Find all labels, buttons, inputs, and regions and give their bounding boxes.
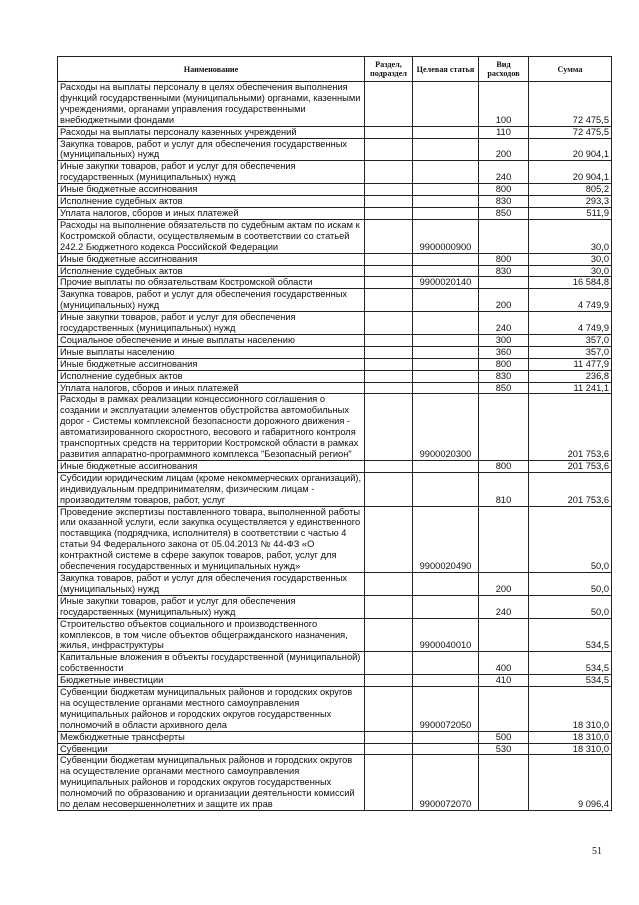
cell-name: Иные бюджетные ассигнования (58, 253, 365, 265)
table-row (58, 277, 612, 289)
cell-sum: 16 584,8 (529, 277, 612, 289)
cell-sum: 534,5 (529, 652, 612, 675)
cell-section (365, 370, 413, 382)
cell-section (365, 265, 413, 277)
cell-type: 100 (479, 82, 529, 127)
cell-name: Проведение экспертизы поставленного товара, выполненной работы или оказанной услуги, если закупка осуществляется у единственного поставщика (подрядчика, исполнителя) в соответствии с частью 4 статьи 94 Федерального закона от 05.04.2013 № 44-ФЗ «О контрактной системе в сфере закупок товаров, работ, услуг для обеспечения государственных и муниципальных нужд» (58, 506, 365, 572)
cell-sum: 201 753,6 (529, 394, 612, 460)
cell-name: Исполнение судебных актов (58, 196, 365, 208)
cell-type: 240 (479, 312, 529, 335)
table-row (58, 370, 612, 382)
cell-section (365, 334, 413, 346)
cell-name: Иные бюджетные ассигнования (58, 460, 365, 472)
cell-sum: 50,0 (529, 506, 612, 572)
cell-section (365, 382, 413, 394)
cell-name: Капитальные вложения в объекты государственной (муниципальной) собственности (58, 652, 365, 675)
table-row (58, 253, 612, 265)
cell-section (365, 219, 413, 253)
table-row (58, 207, 612, 219)
table-row (58, 618, 612, 652)
cell-name: Иные закупки товаров, работ и услуг для обеспечения государственных (муниципальных) нужд (58, 161, 365, 184)
cell-sum: 11 241,1 (529, 382, 612, 394)
cell-sum: 18 310,0 (529, 687, 612, 732)
cell-type: 810 (479, 472, 529, 506)
cell-name: Субсидии юридическим лицам (кроме некоммерческих организаций), индивидуальным предпринимателям, физическим лицам - производителям товаров, работ, услуг (58, 472, 365, 506)
cell-name: Иные закупки товаров, работ и услуг для обеспечения государственных (муниципальных) нужд (58, 312, 365, 335)
cell-section (365, 289, 413, 312)
cell-name: Расходы в рамках реализации концессионного соглашения о создании и эксплуатации элементов обустройства автомобильных дорог - Системы комплексной безопасности дорожного движения - автоматизированного скоростного, весового и габаритного контроля транспортных средств на территории Костромской области в рамках развития аппаратно-программного комплекса "Безопасный регион" (58, 394, 365, 460)
table-row (58, 472, 612, 506)
cell-type: 800 (479, 358, 529, 370)
cell-sum: 511,9 (529, 207, 612, 219)
cell-sum: 357,0 (529, 334, 612, 346)
table-row (58, 394, 612, 460)
cell-target: 9900072070 (413, 755, 479, 811)
cell-type: 830 (479, 196, 529, 208)
cell-type: 200 (479, 572, 529, 595)
table-row (58, 184, 612, 196)
cell-sum: 11 477,9 (529, 358, 612, 370)
cell-target (413, 731, 479, 743)
cell-target (413, 334, 479, 346)
cell-type: 410 (479, 675, 529, 687)
cell-sum: 50,0 (529, 595, 612, 618)
cell-type (479, 394, 529, 460)
cell-section (365, 394, 413, 460)
cell-target: 9900020490 (413, 506, 479, 572)
cell-target (413, 382, 479, 394)
table-row (58, 506, 612, 572)
cell-type: 240 (479, 595, 529, 618)
cell-section (365, 196, 413, 208)
cell-target (413, 207, 479, 219)
table-row (58, 138, 612, 161)
cell-target: 9900020140 (413, 277, 479, 289)
cell-sum: 4 749,9 (529, 289, 612, 312)
cell-name: Иные бюджетные ассигнования (58, 184, 365, 196)
cell-sum: 201 753,6 (529, 460, 612, 472)
cell-target (413, 289, 479, 312)
cell-type: 400 (479, 652, 529, 675)
cell-name: Закупка товаров, работ и услуг для обеспечения государственных (муниципальных) нужд (58, 289, 365, 312)
cell-section (365, 82, 413, 127)
header-section: Раздел, подраздел (365, 57, 413, 82)
table-row (58, 196, 612, 208)
header-target: Целевая статья (413, 57, 479, 82)
cell-target (413, 652, 479, 675)
cell-section (365, 207, 413, 219)
table-row (58, 265, 612, 277)
table-row (58, 572, 612, 595)
budget-table (57, 56, 612, 811)
cell-sum: 18 310,0 (529, 743, 612, 755)
cell-target (413, 743, 479, 755)
cell-target (413, 358, 479, 370)
cell-type: 850 (479, 382, 529, 394)
table-row (58, 289, 612, 312)
table-row (58, 334, 612, 346)
cell-type (479, 219, 529, 253)
table-row (58, 743, 612, 755)
table-body (58, 82, 612, 811)
page-number: 51 (592, 846, 602, 857)
cell-target: 9900000900 (413, 219, 479, 253)
cell-target (413, 346, 479, 358)
cell-target (413, 161, 479, 184)
table-header-row (58, 57, 612, 82)
cell-target (413, 572, 479, 595)
cell-target (413, 138, 479, 161)
cell-name: Субвенции бюджетам муниципальных районов и городских округов на осуществление органами местного самоуправления муниципальных районов и городских округов государственных полномочий в области архивного дела (58, 687, 365, 732)
header-name: Наименование (58, 57, 365, 82)
cell-sum: 805,2 (529, 184, 612, 196)
cell-type (479, 618, 529, 652)
cell-sum: 20 904,1 (529, 161, 612, 184)
cell-sum: 236,8 (529, 370, 612, 382)
cell-section (365, 460, 413, 472)
cell-type (479, 687, 529, 732)
cell-type (479, 277, 529, 289)
cell-target (413, 595, 479, 618)
cell-sum: 357,0 (529, 346, 612, 358)
cell-name: Прочие выплаты по обязательствам Костромской области (58, 277, 365, 289)
cell-target (413, 265, 479, 277)
cell-type: 830 (479, 370, 529, 382)
cell-name: Субвенции (58, 743, 365, 755)
cell-target (413, 460, 479, 472)
cell-type (479, 506, 529, 572)
cell-section (365, 652, 413, 675)
cell-type: 850 (479, 207, 529, 219)
cell-name: Социальное обеспечение и иные выплаты населению (58, 334, 365, 346)
cell-target (413, 184, 479, 196)
cell-section (365, 312, 413, 335)
cell-section (365, 687, 413, 732)
cell-sum: 9 096,4 (529, 755, 612, 811)
cell-type: 530 (479, 743, 529, 755)
cell-section (365, 743, 413, 755)
cell-type: 300 (479, 334, 529, 346)
cell-type: 360 (479, 346, 529, 358)
cell-section (365, 675, 413, 687)
cell-name: Исполнение судебных актов (58, 370, 365, 382)
cell-sum: 201 753,6 (529, 472, 612, 506)
cell-section (365, 346, 413, 358)
cell-target (413, 196, 479, 208)
table-row (58, 161, 612, 184)
cell-name: Расходы на выполнение обязательств по судебным актам по искам к Костромской области, осуществляемым в соответствии со статьей 242.2 Бюджетного кодекса Российской Федерации (58, 219, 365, 253)
cell-section (365, 572, 413, 595)
cell-type: 800 (479, 460, 529, 472)
cell-sum: 293,3 (529, 196, 612, 208)
cell-name: Иные бюджетные ассигнования (58, 358, 365, 370)
cell-type: 200 (479, 289, 529, 312)
cell-type: 830 (479, 265, 529, 277)
cell-name: Закупка товаров, работ и услуг для обеспечения государственных (муниципальных) нужд (58, 572, 365, 595)
table-row (58, 126, 612, 138)
cell-target (413, 472, 479, 506)
cell-section (365, 472, 413, 506)
cell-type: 240 (479, 161, 529, 184)
cell-section (365, 138, 413, 161)
cell-type (479, 755, 529, 811)
cell-type: 800 (479, 184, 529, 196)
cell-target (413, 312, 479, 335)
cell-sum: 534,5 (529, 618, 612, 652)
cell-section (365, 595, 413, 618)
cell-section (365, 358, 413, 370)
cell-section (365, 618, 413, 652)
table-row (58, 652, 612, 675)
cell-section (365, 755, 413, 811)
cell-target: 9900072050 (413, 687, 479, 732)
cell-section (365, 506, 413, 572)
cell-target (413, 370, 479, 382)
cell-sum: 20 904,1 (529, 138, 612, 161)
cell-sum: 72 475,5 (529, 82, 612, 127)
cell-sum: 30,0 (529, 265, 612, 277)
cell-sum: 72 475,5 (529, 126, 612, 138)
table-row (58, 460, 612, 472)
cell-target (413, 253, 479, 265)
cell-section (365, 126, 413, 138)
cell-name: Межбюджетные трансферты (58, 731, 365, 743)
cell-target: 9900020300 (413, 394, 479, 460)
cell-type: 200 (479, 138, 529, 161)
cell-section (365, 184, 413, 196)
cell-type: 110 (479, 126, 529, 138)
table-row (58, 731, 612, 743)
cell-sum: 50,0 (529, 572, 612, 595)
header-sum: Сумма (529, 57, 612, 82)
cell-sum: 534,5 (529, 675, 612, 687)
cell-sum: 4 749,9 (529, 312, 612, 335)
table-row (58, 82, 612, 127)
cell-name: Исполнение судебных актов (58, 265, 365, 277)
cell-section (365, 731, 413, 743)
cell-type: 800 (479, 253, 529, 265)
cell-name: Расходы на выплаты персоналу казенных учреждений (58, 126, 365, 138)
cell-sum: 18 310,0 (529, 731, 612, 743)
table-row (58, 358, 612, 370)
table-row (58, 595, 612, 618)
cell-name: Закупка товаров, работ и услуг для обеспечения государственных (муниципальных) нужд (58, 138, 365, 161)
table-row (58, 755, 612, 811)
cell-section (365, 161, 413, 184)
cell-name: Иные выплаты населению (58, 346, 365, 358)
table-row (58, 382, 612, 394)
cell-name: Субвенции бюджетам муниципальных районов и городских округов на осуществление органами местного самоуправления муниципальных районов и городских округов государственных полномочий по образованию и организации деятельности комиссий по делам несовершеннолетних и защите их прав (58, 755, 365, 811)
cell-name: Уплата налогов, сборов и иных платежей (58, 207, 365, 219)
table-row (58, 312, 612, 335)
cell-section (365, 277, 413, 289)
table-row (58, 687, 612, 732)
table-row (58, 219, 612, 253)
cell-target (413, 675, 479, 687)
table-row (58, 346, 612, 358)
cell-target (413, 126, 479, 138)
cell-section (365, 253, 413, 265)
header-type: Вид расходов (479, 57, 529, 82)
cell-name: Расходы на выплаты персоналу в целях обеспечения выполнения функций государственными (муниципальными) органами, казенными учреждениями, органами управления государственными внебюджетными фондами (58, 82, 365, 127)
cell-type: 500 (479, 731, 529, 743)
table-row (58, 675, 612, 687)
cell-name: Иные закупки товаров, работ и услуг для обеспечения государственных (муниципальных) нужд (58, 595, 365, 618)
cell-sum: 30,0 (529, 219, 612, 253)
cell-name: Бюджетные инвестиции (58, 675, 365, 687)
cell-sum: 30,0 (529, 253, 612, 265)
cell-name: Уплата налогов, сборов и иных платежей (58, 382, 365, 394)
cell-target (413, 82, 479, 127)
cell-name: Строительство объектов социального и производственного комплексов, в том числе объектов общегражданского назначения, жилья, инфраструктуры (58, 618, 365, 652)
cell-target: 9900040010 (413, 618, 479, 652)
